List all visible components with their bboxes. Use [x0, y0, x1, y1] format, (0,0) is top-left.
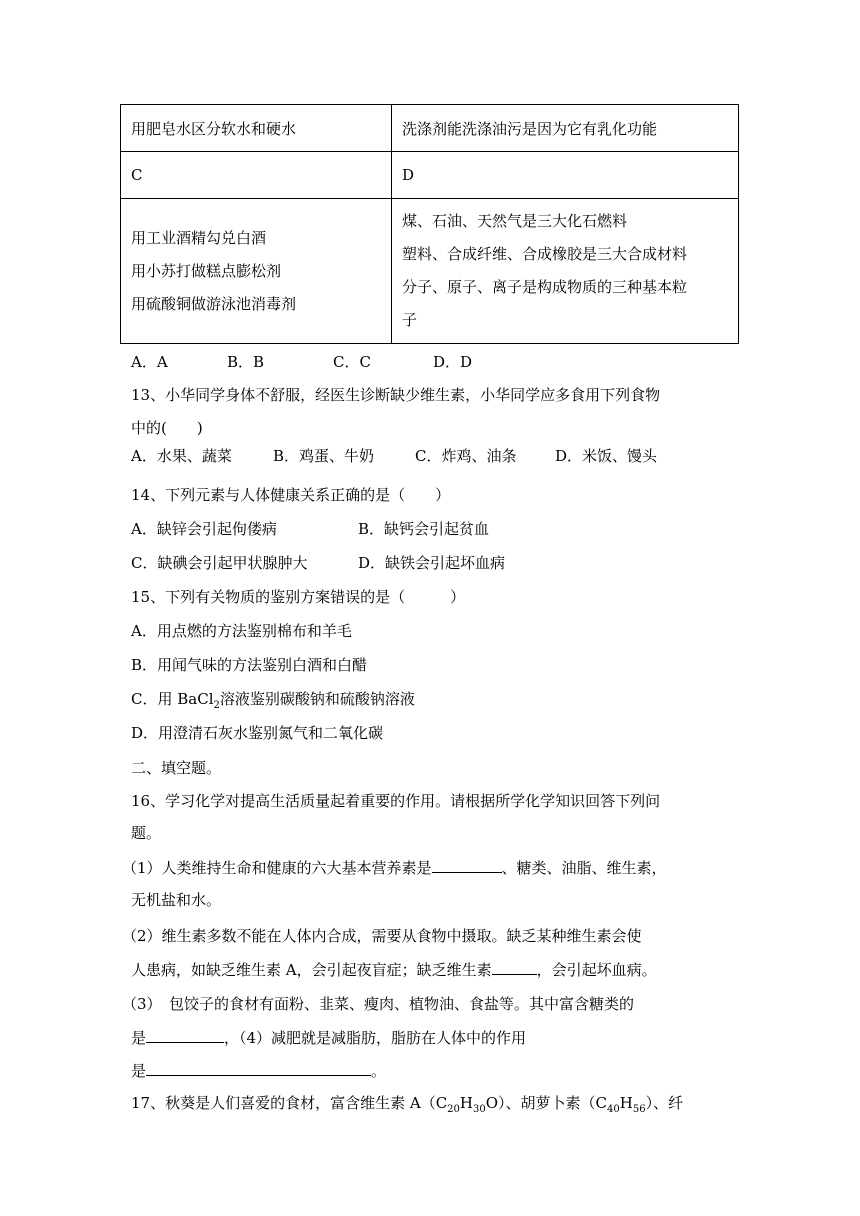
q13-stem: 13、小华同学身体不舒服，经医生诊断缺少维生素，小华同学应多食用下列食物 [131, 386, 661, 404]
text: ，（4）减肥就是减脂肪，脂肪在人体中的作用 [224, 1029, 527, 1047]
option: C．C [333, 353, 371, 371]
option: B．缺钙会引起贫血 [358, 520, 490, 538]
subscript: 56 [632, 1104, 646, 1115]
table-cell [121, 199, 392, 344]
cell-line: 子 [402, 311, 418, 329]
option: C．炸鸡、油条 [415, 447, 517, 465]
table-cell [392, 199, 739, 344]
q16-part4 [131, 1060, 386, 1081]
option: B．鸡蛋、牛奶 [273, 447, 375, 465]
q15-option-a: A．用点燃的方法鉴别棉布和羊毛 [131, 622, 352, 640]
text: H [619, 1094, 633, 1112]
option: D．米饭、馒头 [555, 447, 658, 465]
q12-options [131, 352, 472, 372]
text: ）、纤 [645, 1094, 684, 1112]
cell-line: 塑料、合成纤维、合成橡胶是三大合成材料 [402, 245, 688, 263]
table-cell: C [121, 152, 392, 199]
text: O）、胡萝卜素（C [485, 1094, 608, 1112]
q16-part2: （2）维生素多数不能在人体内合成，需要从食物中摄取。缺乏某种维生素会使 [122, 927, 642, 945]
text: 是 [131, 1062, 147, 1080]
q16-stem: 16、学习化学对提高生活质量起着重要的作用。请根据所学化学知识回答下列问 [131, 792, 661, 810]
text: ，会引起坏血病。 [536, 961, 657, 979]
table-cell: D [392, 152, 739, 199]
cell-line: 分子、原子、离子是构成物质的三种基本粒 [402, 278, 688, 296]
text: 17、秋葵是人们喜爱的食材，富含维生素 A（C [131, 1094, 448, 1112]
text: C．用 BaCl [131, 690, 214, 708]
option: A．水果、蔬菜 [131, 447, 232, 465]
table-cell: 洗涤剂能洗涤油污是因为它有乳化功能 [392, 105, 739, 152]
text: （1）人类维持生命和健康的六大基本营养素是 [122, 859, 432, 877]
q15-option-c [131, 689, 415, 716]
subscript: 40 [607, 1104, 620, 1115]
text: 是 [131, 1029, 147, 1047]
q16-part1 [122, 857, 667, 878]
text: H [459, 1094, 473, 1112]
q15-stem: 15、下列有关物质的鉴别方案错误的是（ ） [131, 588, 466, 606]
text: 溶液鉴别碳酸钠和硫酸钠溶液 [219, 690, 415, 708]
text: 人患病，如缺乏维生素 A，会引起夜盲症；缺乏维生素 [131, 961, 492, 979]
answer-blank[interactable] [146, 1027, 224, 1043]
q15-option-d: D．用澄清石灰水鉴别氮气和二氧化碳 [131, 724, 384, 742]
q16-part3: （3） 包饺子的食材有面粉、韭菜、瘦肉、植物油、食盐等。其中富含糖类的 [122, 995, 635, 1013]
subscript: 20 [447, 1104, 460, 1115]
subscript: 2 [213, 700, 220, 711]
option: D．缺铁会引起坏血病 [358, 554, 506, 572]
option: C．缺碘会引起甲状腺肿大 [131, 554, 308, 572]
option: A．A [131, 353, 168, 371]
option: B．B [227, 353, 265, 371]
table-cell: 用肥皂水区分软水和硬水 [121, 105, 392, 152]
answer-blank[interactable] [492, 959, 537, 975]
q16-stem-cont: 题。 [131, 824, 162, 842]
cell-line: 煤、石油、天然气是三大化石燃料 [402, 212, 628, 230]
text: 。 [371, 1062, 387, 1080]
q16-part2-cont [131, 959, 657, 980]
options-table [120, 104, 739, 344]
answer-blank[interactable] [432, 857, 502, 873]
q14-options-row1 [131, 519, 489, 539]
q13-options [131, 446, 657, 466]
q14-options-row2 [131, 553, 505, 573]
option: A．缺锌会引起佝偻病 [131, 520, 277, 538]
cell-line: 用工业酒精勾兑白酒 [131, 228, 267, 247]
cell-line: 用硫酸铜做游泳池消毒剂 [131, 294, 297, 313]
q14-stem: 14、下列元素与人体健康关系正确的是（ ） [131, 486, 451, 504]
q17-stem [131, 1093, 683, 1120]
q13-stem-cont: 中的( ) [131, 419, 203, 437]
q15-option-b: B．用闻气味的方法鉴别白酒和白醋 [131, 656, 368, 674]
answer-blank[interactable] [146, 1060, 371, 1076]
option: D．D [433, 353, 473, 371]
section-heading: 二、填空题。 [131, 759, 222, 777]
text: 、糖类、油脂、维生素， [501, 859, 667, 877]
cell-line: 用小苏打做糕点膨松剂 [131, 261, 282, 280]
subscript: 30 [473, 1104, 486, 1115]
q16-part1-cont: 无机盐和水。 [131, 891, 222, 909]
q16-part3-cont [131, 1027, 526, 1048]
